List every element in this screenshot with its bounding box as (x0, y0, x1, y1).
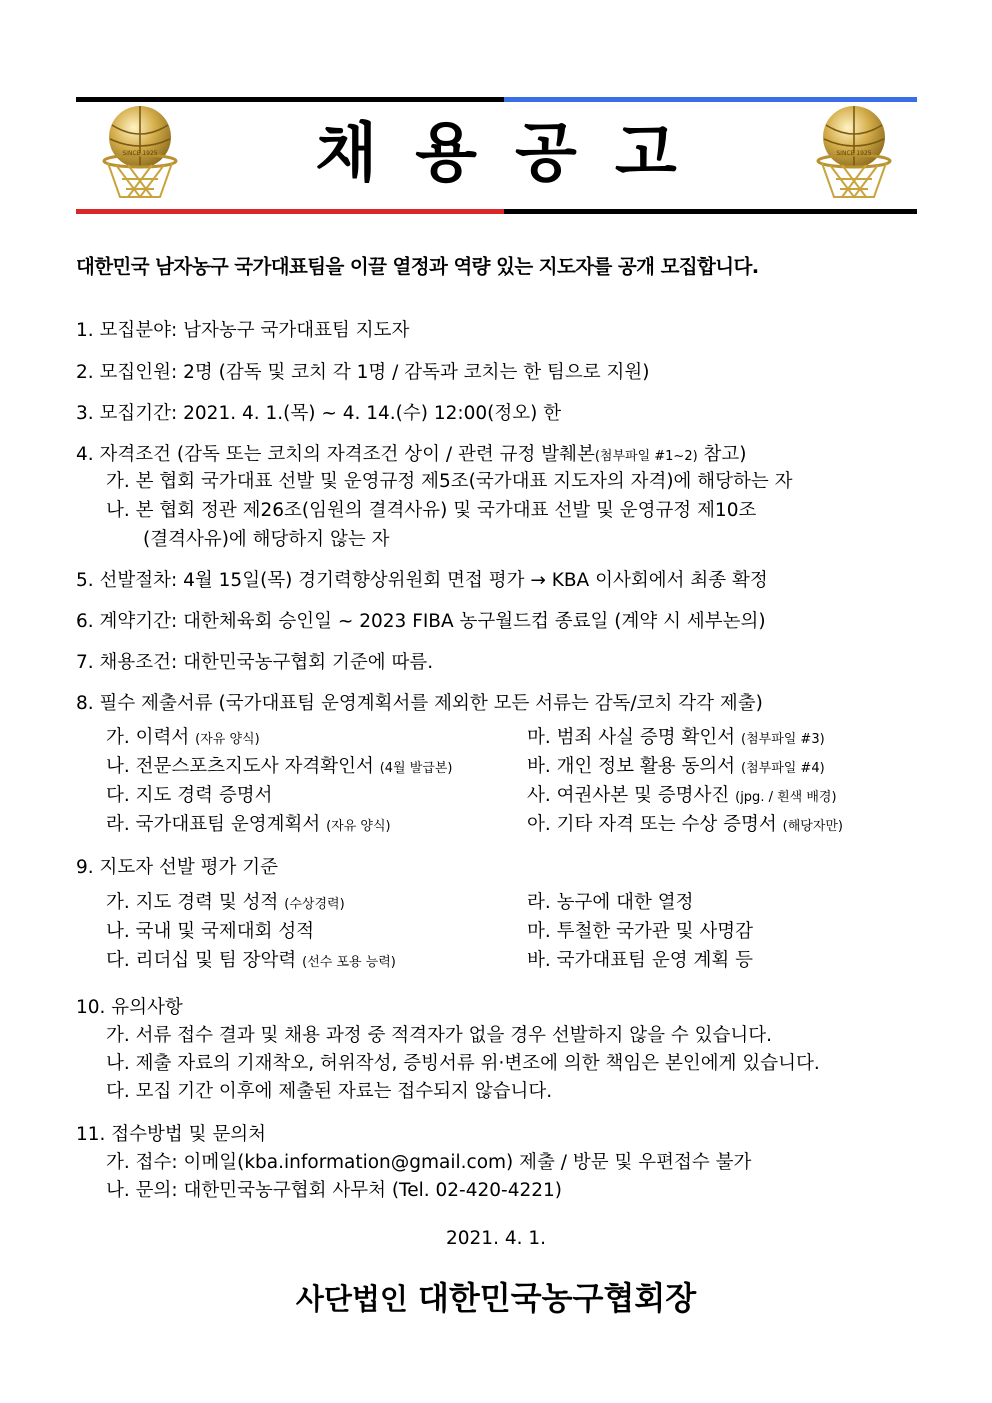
doc-f: 바. 개인 정보 활용 동의서 (첨부파일 #4) (527, 756, 825, 777)
item-4-tail: 참고) (697, 444, 747, 465)
item-1: 1. 모집분야: 남자농구 국가대표팀 지도자 (76, 320, 410, 341)
note-a: 가. 서류 접수 결과 및 채용 과정 중 적격자가 없을 경우 선발하지 않을 수 있습니다. (106, 1025, 772, 1046)
criteria-f: 바. 국가대표팀 운영 계획 등 (527, 950, 753, 971)
signature (0, 1273, 992, 1319)
top-bar-blue (504, 97, 917, 102)
signature-org: 대한민국농구협회장 (417, 1279, 697, 1317)
item-3: 3. 모집기간: 2021. 4. 1.(목) ~ 4. 14.(수) 12:00(정오) 한 (76, 403, 562, 424)
item-10: 10. 유의사항 (76, 997, 183, 1018)
top-bar-black (76, 97, 504, 102)
doc-e: 마. 범죄 사실 증명 확인서 (첨부파일 #3) (527, 727, 825, 748)
item-8: 8. 필수 제출서류 (국가대표팀 운영계획서를 제외한 모든 서류는 감독/코치 각각 제출) (76, 693, 763, 714)
doc-c: 다. 지도 경력 증명서 (106, 785, 273, 806)
contact-b: 나. 문의: 대한민국농구협회 사무처 (Tel. 02-420-4221) (106, 1180, 562, 1201)
doc-h: 아. 기타 자격 또는 수상 증명서 (해당자만) (527, 814, 844, 835)
criteria-e: 마. 투철한 국가관 및 사명감 (527, 921, 753, 942)
doc-d: 라. 국가대표팀 운영계획서 (자유 양식) (106, 814, 391, 835)
criteria-b: 나. 국내 및 국제대회 성적 (106, 921, 315, 942)
bottom-bar-red (76, 209, 504, 214)
note-c: 다. 모집 기간 이후에 제출된 자료는 접수되지 않습니다. (106, 1081, 553, 1102)
criteria-d: 라. 농구에 대한 열정 (527, 892, 694, 913)
signature-prefix: 사단법인 (295, 1282, 418, 1316)
item-4 (76, 443, 747, 469)
item-4-note: (첨부파일 #1~2) (594, 449, 698, 464)
bottom-bar-black (504, 209, 917, 214)
item-4-a: 가. 본 협회 국가대표 선발 및 운영규정 제5조(국가대표 지도자의 자격)에 해당하는 자 (106, 471, 793, 492)
note-b: 나. 제출 자료의 기재착오, 허위작성, 증빙서류 위·변조에 의한 책임은 본인에게 있습니다. (106, 1053, 820, 1074)
item-4-b: 나. 본 협회 정관 제26조(임원의 결격사유) 및 국가대표 선발 및 운영규정 제10조 (106, 500, 757, 521)
criteria-c: 다. 리더십 및 팀 장악력 (선수 포용 능력) (106, 950, 396, 971)
item-2: 2. 모집인원: 2명 (감독 및 코치 각 1명 / 감독과 코치는 한 팀으로 지원) (76, 362, 650, 383)
item-9: 9. 지도자 선발 평가 기준 (76, 857, 279, 878)
item-6: 6. 계약기간: 대한체육회 승인일 ~ 2023 FIBA 농구월드컵 종료일 (계약 시 세부논의) (76, 611, 766, 632)
doc-b: 나. 전문스포츠지도사 자격확인서 (4월 발급본) (106, 756, 453, 777)
item-4-main: 4. 자격조건 (감독 또는 코치의 자격조건 상이 / 관련 규정 발췌본 (76, 444, 595, 465)
item-11: 11. 접수방법 및 문의처 (76, 1124, 267, 1145)
item-5: 5. 선발절차: 4월 15일(목) 경기력향상위원회 면접 평가 → KBA 이사회에서 최종 확정 (76, 570, 768, 591)
issue-date: 2021. 4. 1. (445, 1228, 547, 1249)
logo-text: SINCE 1925 (122, 150, 158, 157)
item-7: 7. 채용조건: 대한민국농구협회 기준에 따름. (76, 652, 434, 673)
item-4-b-cont: (결격사유)에 해당하지 않는 자 (143, 529, 390, 550)
doc-g: 사. 여권사본 및 증명사진 (jpg. / 흰색 배경) (527, 785, 837, 806)
page-title: 채용공고 (315, 117, 715, 191)
logo-text: SINCE 1925 (836, 150, 872, 157)
lead-sentence: 대한민국 남자농구 국가대표팀을 이끌 열정과 역량 있는 지도자를 공개 모집합니다. (76, 255, 759, 278)
contact-a: 가. 접수: 이메일(kba.information@gmail.com) 제출 / 방문 및 우편접수 불가 (106, 1152, 752, 1173)
criteria-a: 가. 지도 경력 및 성적 (수상경력) (106, 892, 345, 913)
doc-a: 가. 이력서 (자유 양식) (106, 727, 260, 748)
